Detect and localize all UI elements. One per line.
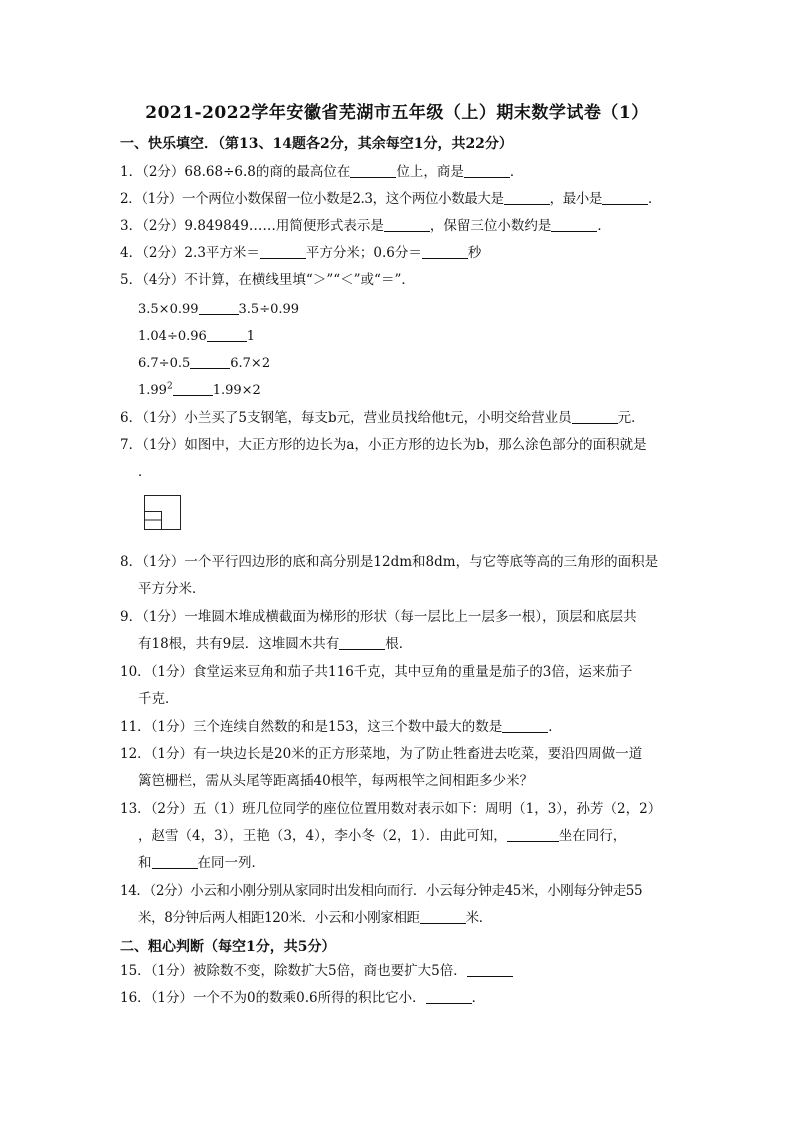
question-3: 3．（2分）9.849849……用简便形式表示是 ，保留三位小数约是 ． <box>120 218 611 234</box>
question-number: 12． <box>120 746 151 762</box>
question-15: 15．（1分）被除数不变，除数扩大5倍，商也要扩大5倍． <box>120 958 680 985</box>
compare-item-3: 6.7÷0.5 6.7×2 <box>138 356 271 371</box>
question-9: 9．（1分）一堆圆木堆成横截面为梯形的形状（每一层比上一层多一根），顶层和底层共 有18根，共有9层．这堆圆木共有 根． <box>120 609 637 652</box>
question-6: 6．（1分）小兰买了5支钢笔，每支b元，营业员找给他t元，小明交给营业员 元． <box>120 410 645 426</box>
question-number: 16． <box>120 990 151 1006</box>
question-number: 3． <box>120 218 143 234</box>
squares-figure <box>144 495 182 531</box>
compare-item-1: 3.5×0.99 3.5÷0.99 <box>138 302 300 317</box>
answer-blank[interactable] <box>572 409 618 424</box>
answer-blank[interactable] <box>339 635 385 650</box>
answer-blank[interactable] <box>507 827 559 842</box>
question-14: 14．（2分）小云和小刚分别从家同时出发相向而行．小云每分钟走45米，小刚每分钟走55 米，8分钟后两人相距120米．小云和小刚家相距 米． <box>120 883 643 926</box>
question-8: 8．（1分）一个平行四边形的底和高分别是12dm和8dm，与它等底等高的三角形的面积是 平方分米． <box>120 554 659 597</box>
section-1-heading: 一、快乐填空．（第13、14题各2分，其余每空1分，共22分） <box>120 136 513 152</box>
question-10: 10．（1分）食堂运来豆角和茄子共116千克，其中豆角的重量是茄子的3倍，运来茄子 千克． <box>120 664 633 707</box>
answer-blank[interactable] <box>426 989 472 1004</box>
question-number: 14． <box>120 883 150 899</box>
answer-blank[interactable] <box>173 381 213 396</box>
compare-item-2: 1.04÷0.96 1 <box>138 329 256 344</box>
question-number: 8． <box>120 554 143 570</box>
answer-blank[interactable] <box>551 217 597 232</box>
question-number: 6． <box>120 410 143 426</box>
answer-blank[interactable] <box>504 190 550 205</box>
question-7: 7．（1分）如图中，大正方形的边长为a，小正方形的边长为b，那么涂色部分的面积就是 ． <box>120 437 647 480</box>
question-2: 2．（1分）一个两位小数保留一位小数是2.3，这个两位小数最大是 ，最小是 ． <box>120 191 662 207</box>
answer-blank[interactable] <box>260 244 306 259</box>
question-number: 15． <box>120 963 151 979</box>
answer-blank[interactable] <box>464 163 510 178</box>
answer-blank[interactable] <box>502 718 548 733</box>
compare-item-4: 1.99$^2$ 1.99×2 <box>138 381 261 398</box>
exam-title: 2021-2022学年安徽省芜湖市五年级（上）期末数学试卷（1） <box>145 103 649 123</box>
question-number: 5． <box>120 272 143 288</box>
answer-blank[interactable] <box>467 962 513 977</box>
question-1: 1．（2分）68.68÷6.8的商的最高位在 位上，商是 ． <box>120 164 524 180</box>
question-number: 10． <box>120 664 151 680</box>
question-4: 4．（2分）2.3平方米＝ 平方分米；0.6分＝ 秒 <box>120 245 482 261</box>
question-number: 7． <box>120 437 143 453</box>
answer-blank[interactable] <box>152 854 198 869</box>
section-2-heading: 二、粗心判断（每空1分，共5分） <box>120 939 336 955</box>
question-16: 16．（1分）一个不为0的数乘0.6所得的积比它小． ． <box>120 990 486 1006</box>
question-12: 12．（1分）有一块边长是20米的正方形菜地，为了防止牲畜进去吃菜，要沿四周做一道 篱笆栅栏，需从头尾等距离插40根竿，每两根竿之间相距多少米？ <box>120 746 643 789</box>
question-11: 11．（1分）三个连续自然数的和是153，这三个数中最大的数是 ． <box>120 719 562 735</box>
answer-blank[interactable] <box>602 190 648 205</box>
question-number: 9． <box>120 609 143 625</box>
question-number: 4． <box>120 245 143 261</box>
question-number: 2． <box>120 191 142 207</box>
answer-blank[interactable] <box>190 354 230 369</box>
answer-blank[interactable] <box>422 244 468 259</box>
answer-blank[interactable] <box>420 909 466 924</box>
question-number: 1． <box>120 164 143 180</box>
question-13: 13．（2分）五（1）班几位同学的座位位置用数对表示如下：周明（1，3），孙芳（2，2） ，赵雪（4，3），王艳（3，4），李小冬（2，1）．由此可知， 坐在同行， 和 在同一列． <box>120 801 662 871</box>
question-number: 11． <box>120 719 151 735</box>
answer-blank[interactable] <box>384 217 430 232</box>
answer-blank[interactable] <box>199 300 239 315</box>
question-number: 13． <box>120 801 151 817</box>
question-5: 5．（4分）不计算，在横线里填“＞”“＜”或“＝”． <box>120 272 415 288</box>
answer-blank[interactable] <box>350 163 396 178</box>
answer-blank[interactable] <box>207 327 247 342</box>
